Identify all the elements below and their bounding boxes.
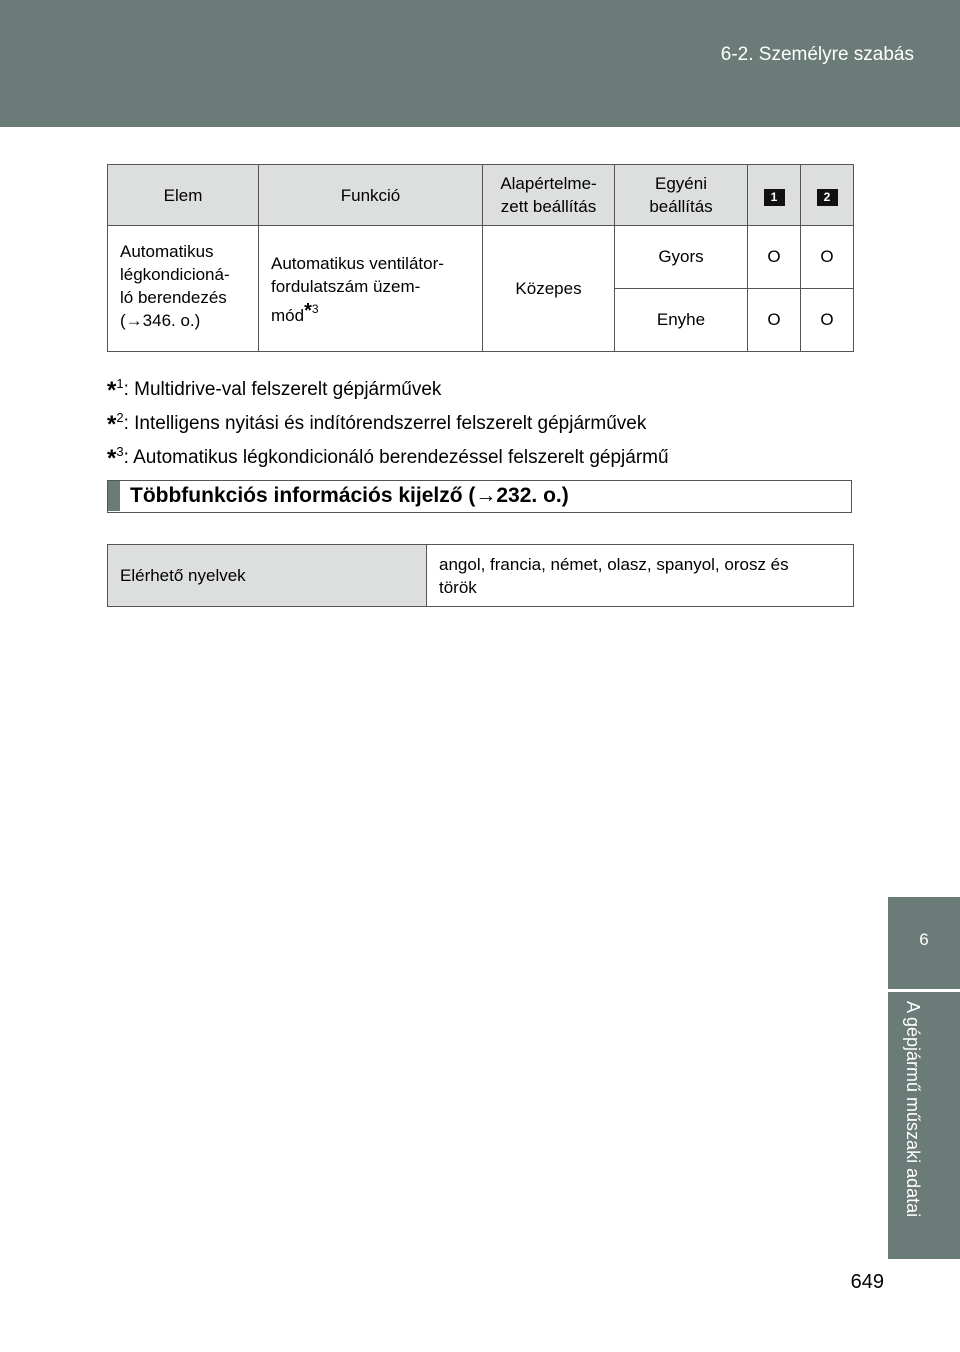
header-custom-line2: beállítás (649, 197, 713, 216)
section-title: Többfunkciós információs kijelző (→232. o.) (130, 484, 569, 507)
table-row (108, 226, 854, 289)
table-row (108, 545, 854, 607)
footnote-star: * (304, 300, 312, 322)
page-number: 649 (850, 1271, 884, 1293)
section-accent-bar (108, 481, 120, 511)
languages-value-line1: angol, francia, német, olasz, spanyol, orosz és (439, 555, 789, 574)
footnote-2 (107, 404, 669, 438)
header-default (483, 165, 615, 226)
elem-cell (108, 226, 259, 352)
footnote-1 (107, 370, 669, 404)
footnote-number: 2 (116, 410, 124, 425)
header-badge-1 (748, 165, 801, 226)
elem-line: Automatikus (120, 242, 214, 261)
footnote-star: * (107, 411, 117, 438)
header-default-line1: Alapértelme- (500, 174, 597, 193)
settings-table (107, 164, 854, 352)
footnote-ref: 3 (311, 302, 319, 316)
languages-label: Elérhető nyelvek (108, 545, 427, 607)
footnotes (107, 370, 669, 472)
footnote-star: * (107, 445, 117, 472)
chapter-side-tab (888, 897, 960, 1259)
header-elem: Elem (108, 165, 259, 226)
header-custom-line1: Egyéni (655, 174, 707, 193)
default-cell: Közepes (483, 226, 615, 352)
badge-2-icon: 2 (817, 189, 838, 206)
func-line: Automatikus ventilátor- (271, 254, 444, 273)
option-enyhe: Enyhe (615, 289, 748, 352)
section-header-title: 6-2. Személyre szabás (720, 44, 914, 65)
elem-line: légkondicioná- (120, 265, 230, 284)
footnote-number: 3 (116, 444, 124, 459)
footnote-star: * (107, 377, 117, 404)
badge-1-icon: 1 (764, 189, 785, 206)
elem-line: ló berendezés (120, 288, 227, 307)
header-funkcio: Funkció (259, 165, 483, 226)
func-line: fordulatszám üzem- (271, 277, 421, 296)
section-heading (107, 480, 852, 513)
chapter-number: 6 (888, 897, 960, 992)
option-gyors: Gyors (615, 226, 748, 289)
option-gyors-col2: O (801, 226, 854, 289)
footnote-text: : Multidrive-val felszerelt gépjárművek (123, 379, 442, 400)
footnote-number: 1 (116, 376, 124, 391)
footnote-text: : Intelligens nyitási és indítórendszerrel felszerelt gépjárművek (123, 413, 647, 434)
func-line: mód (271, 306, 305, 325)
table-header-row (108, 165, 854, 226)
languages-value (427, 545, 854, 607)
footnote-3 (107, 438, 669, 472)
header-badge-2 (801, 165, 854, 226)
languages-table (107, 544, 854, 607)
languages-value-line2: török (439, 578, 477, 597)
footnote-text: : Automatikus légkondicionáló berendezéssel felszerelt gépjármű (123, 447, 669, 468)
option-enyhe-col2: O (801, 289, 854, 352)
funkcio-cell (259, 226, 483, 352)
header-custom (615, 165, 748, 226)
header-default-line2: zett beállítás (500, 197, 597, 216)
chapter-title: A gépjármű műszaki adatai (903, 1001, 923, 1218)
option-gyors-col1: O (748, 226, 801, 289)
elem-page-reference: (→346. o.) (120, 311, 201, 330)
option-enyhe-col1: O (748, 289, 801, 352)
header-bar (0, 0, 960, 127)
